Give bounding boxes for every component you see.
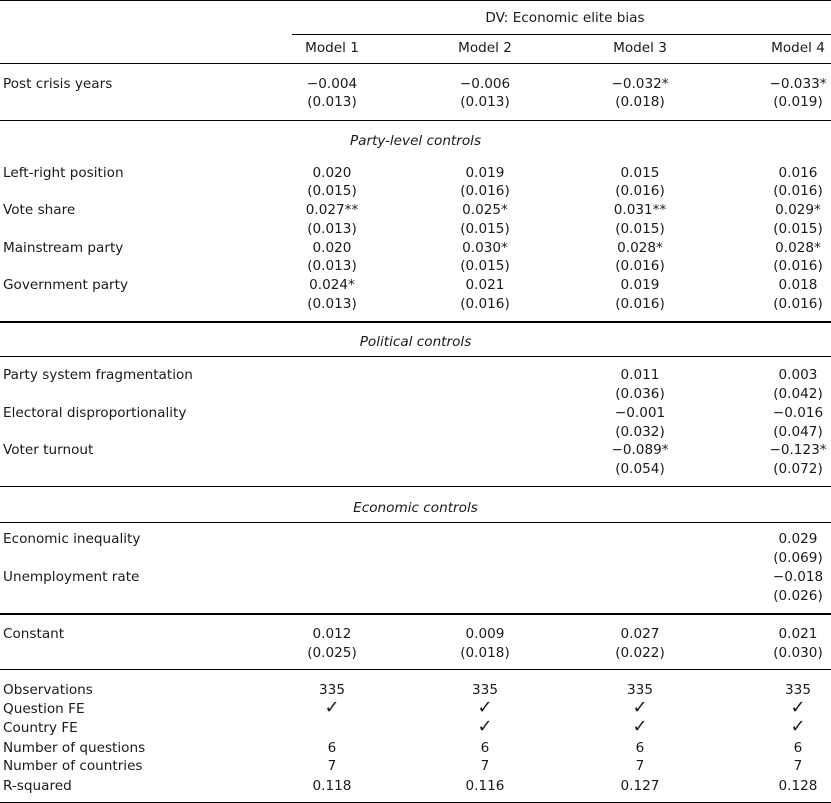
- se-cell: (0.025): [307, 645, 357, 661]
- se-cell: (0.032): [615, 424, 665, 440]
- stat-cell: 0.116: [465, 778, 505, 794]
- rule-before-political: [0, 321, 831, 323]
- se-cell: (0.019): [773, 94, 823, 110]
- se-cell: (0.016): [773, 296, 823, 312]
- stat-cell: 0.127: [620, 778, 660, 794]
- section-title-economic: Economic controls: [353, 500, 478, 516]
- coef-cell: 0.031**: [613, 202, 667, 218]
- se-cell: (0.016): [773, 258, 823, 274]
- coef-cell: 0.028*: [617, 240, 663, 256]
- coef-cell: −0.033*: [769, 76, 827, 92]
- se-cell: (0.018): [615, 94, 665, 110]
- se-cell: (0.016): [615, 183, 665, 199]
- coef-cell: 0.015: [620, 165, 660, 181]
- se-cell: (0.013): [460, 94, 510, 110]
- se-cell: (0.042): [773, 386, 823, 402]
- rule-before-economic: [0, 486, 831, 487]
- se-cell: (0.013): [307, 296, 357, 312]
- se-cell: (0.013): [307, 258, 357, 274]
- se-cell: (0.015): [460, 258, 510, 274]
- coef-cell: 0.024*: [309, 277, 355, 293]
- top-rule: [0, 0, 831, 1]
- checkmark-icon: ✓: [790, 716, 806, 737]
- header-sub-rule: [292, 34, 831, 35]
- se-cell: (0.015): [773, 221, 823, 237]
- coef-cell: −0.016: [772, 405, 824, 421]
- checkmark-icon: ✓: [632, 697, 648, 718]
- rule-after-political-title: [0, 356, 831, 357]
- dependent-variable-title: DV: Economic elite bias: [485, 10, 645, 26]
- se-cell: (0.016): [615, 258, 665, 274]
- se-cell: (0.016): [460, 296, 510, 312]
- coef-cell: 0.029: [778, 531, 818, 547]
- model-2-header: Model 2: [458, 40, 512, 56]
- row-label: Unemployment rate: [3, 569, 140, 585]
- stat-label: Observations: [3, 682, 93, 698]
- coef-cell: 0.025*: [462, 202, 508, 218]
- section-title-political: Political controls: [359, 334, 472, 350]
- row-label: Party system fragmentation: [3, 367, 193, 383]
- coef-cell: −0.001: [614, 405, 666, 421]
- stat-cell: 7: [480, 758, 490, 774]
- stat-cell: 335: [472, 682, 498, 698]
- row-label: Left-right position: [3, 165, 124, 181]
- stat-cell: 0.128: [778, 778, 818, 794]
- coef-cell: 0.020: [312, 165, 352, 181]
- se-cell: (0.036): [615, 386, 665, 402]
- stat-label: Country FE: [3, 720, 78, 736]
- checkmark-icon: ✓: [477, 716, 493, 737]
- stat-cell: 7: [635, 758, 645, 774]
- stat-cell: 335: [319, 682, 345, 698]
- row-label: Electoral disproportionality: [3, 405, 187, 421]
- coef-cell: 0.019: [620, 277, 660, 293]
- coef-cell: 0.011: [620, 367, 660, 383]
- stat-label: Number of questions: [3, 740, 146, 756]
- stat-cell: 6: [793, 740, 803, 756]
- rule-before-stats: [0, 669, 831, 670]
- coef-cell: −0.018: [772, 569, 824, 585]
- se-cell: (0.015): [460, 221, 510, 237]
- stat-cell: 6: [635, 740, 645, 756]
- se-cell: (0.054): [615, 461, 665, 477]
- rule-after-economic-title: [0, 522, 831, 523]
- coef-cell: 0.029*: [775, 202, 821, 218]
- model-4-header: Model 4: [771, 40, 825, 56]
- checkmark-icon: ✓: [324, 697, 340, 718]
- stat-label: Number of countries: [3, 758, 143, 774]
- coef-cell: 0.021: [778, 626, 818, 642]
- model-3-header: Model 3: [613, 40, 667, 56]
- coef-cell: 0.009: [465, 626, 505, 642]
- coef-cell: 0.027**: [305, 202, 359, 218]
- row-label: Voter turnout: [3, 442, 94, 458]
- se-cell: (0.069): [773, 550, 823, 566]
- se-cell: (0.016): [460, 183, 510, 199]
- model-1-header: Model 1: [305, 40, 359, 56]
- se-cell: (0.016): [615, 296, 665, 312]
- se-cell: (0.072): [773, 461, 823, 477]
- coef-cell: 0.028*: [775, 240, 821, 256]
- rule-after-post-crisis: [0, 120, 831, 121]
- checkmark-icon: ✓: [632, 716, 648, 737]
- se-cell: (0.015): [615, 221, 665, 237]
- row-label: Vote share: [3, 202, 76, 218]
- section-title-party: Party-level controls: [349, 133, 482, 149]
- stat-cell: 7: [793, 758, 803, 774]
- se-cell: (0.026): [773, 588, 823, 604]
- se-cell: (0.015): [307, 183, 357, 199]
- se-cell: (0.013): [307, 221, 357, 237]
- stat-label: R-squared: [3, 778, 72, 794]
- checkmark-icon: ✓: [477, 697, 493, 718]
- row-label: Economic inequality: [3, 531, 141, 547]
- row-label: Post crisis years: [3, 76, 113, 92]
- coef-cell: −0.032*: [611, 76, 669, 92]
- se-cell: (0.022): [615, 645, 665, 661]
- coef-cell: 0.012: [312, 626, 352, 642]
- header-bottom-rule: [0, 63, 831, 64]
- coef-cell: −0.004: [306, 76, 358, 92]
- stat-cell: 6: [327, 740, 337, 756]
- coef-cell: 0.003: [778, 367, 818, 383]
- stat-cell: 6: [480, 740, 490, 756]
- coef-cell: −0.123*: [769, 442, 827, 458]
- coef-cell: 0.016: [778, 165, 818, 181]
- row-label: Constant: [3, 626, 65, 642]
- row-label: Government party: [3, 277, 129, 293]
- row-label: Mainstream party: [3, 240, 124, 256]
- coef-cell: 0.030*: [462, 240, 508, 256]
- se-cell: (0.016): [773, 183, 823, 199]
- se-cell: (0.013): [307, 94, 357, 110]
- checkmark-icon: ✓: [790, 697, 806, 718]
- coef-cell: 0.018: [778, 277, 818, 293]
- rule-before-constant: [0, 613, 831, 615]
- coef-cell: 0.019: [465, 165, 505, 181]
- stat-cell: 335: [627, 682, 653, 698]
- coef-cell: 0.020: [312, 240, 352, 256]
- se-cell: (0.018): [460, 645, 510, 661]
- coef-cell: 0.027: [620, 626, 660, 642]
- stat-cell: 7: [327, 758, 337, 774]
- coef-cell: 0.021: [465, 277, 505, 293]
- coef-cell: −0.006: [459, 76, 511, 92]
- stat-cell: 0.118: [312, 778, 352, 794]
- se-cell: (0.030): [773, 645, 823, 661]
- se-cell: (0.047): [773, 424, 823, 440]
- stat-label: Question FE: [3, 701, 85, 717]
- stat-cell: 335: [785, 682, 811, 698]
- coef-cell: −0.089*: [611, 442, 669, 458]
